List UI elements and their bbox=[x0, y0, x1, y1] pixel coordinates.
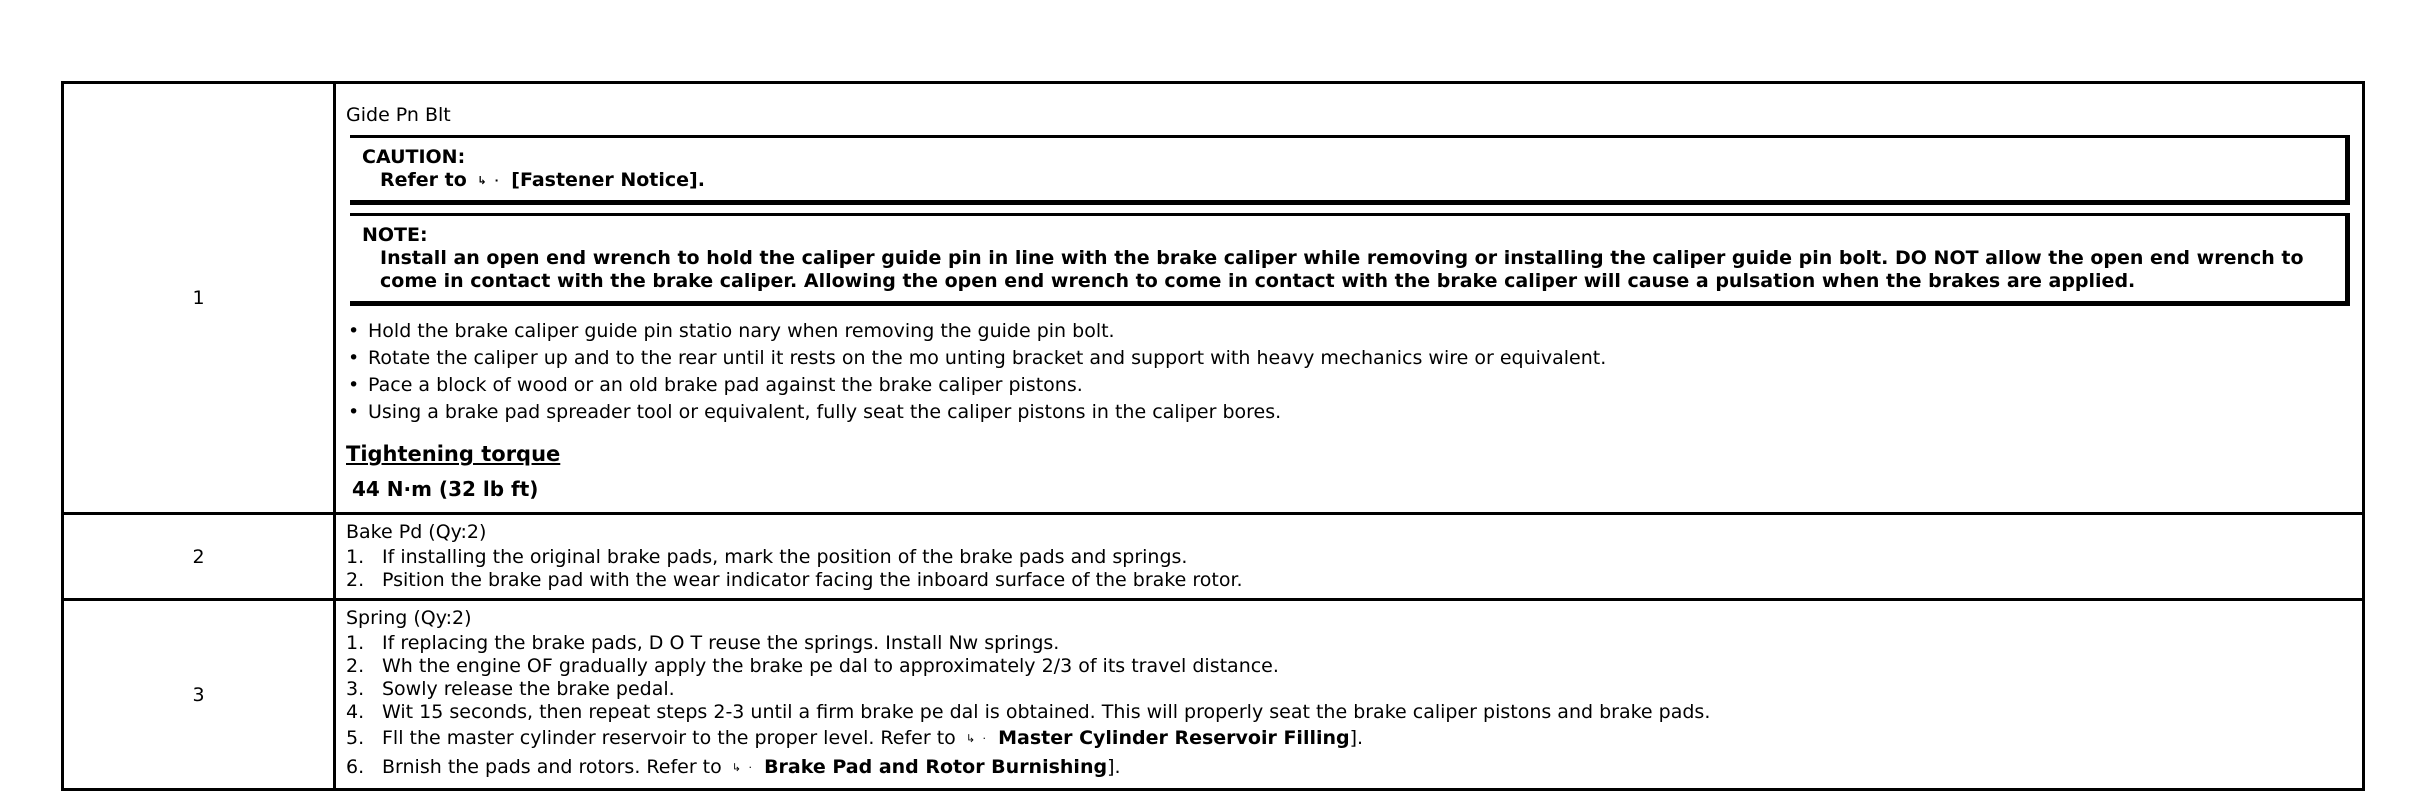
list-item: • Using a brake pad spreader tool or equivalent, fully seat the caliper pistons in the caliper bores. bbox=[348, 401, 1282, 423]
note-text: Install an open end wrench to hold the caliper guide pin in line with the brake caliper while removing or installing the caliper guide pin bolt. DO NOT allow the open end wrench to come in contact with the brake caliper. Allowing the open end wrench to come in contact with the brake caliper will cause a pulsation when the brakes are applied. bbox=[380, 247, 2304, 292]
list-item: 1. If installing the original brake pads, mark the position of the brake pads and springs. bbox=[346, 546, 1188, 568]
row-number: 1 bbox=[63, 83, 335, 514]
note-box bbox=[350, 213, 2350, 306]
list-item: • Rotate the caliper up and to the rear until it rests on the mo unting bracket and support with heavy mechanics wire or equivalent. bbox=[348, 347, 1607, 369]
list-item: 4. Wit 15 seconds, then repeat steps 2-3 until a firm brake pe dal is obtained. This will properly seat the brake caliper pistons and brake pads. bbox=[346, 701, 1711, 723]
torque-value: 44 N·m (32 lb ft) bbox=[352, 477, 539, 501]
list-item: 2. Psition the brake pad with the wear indicator facing the inboard surface of the brake rotor. bbox=[346, 569, 1243, 591]
list-item: 1. If replacing the brake pads, D O T reuse the springs. Install Nw springs. bbox=[346, 632, 1060, 654]
note-label: NOTE: bbox=[362, 224, 428, 246]
procedure-table bbox=[61, 81, 2365, 791]
caution-box bbox=[350, 135, 2350, 205]
step-list bbox=[346, 632, 2354, 782]
reference-link-icon: ↳ · bbox=[965, 732, 989, 745]
instruction-list bbox=[346, 318, 2354, 426]
step-list bbox=[346, 546, 2354, 592]
row-number: 3 bbox=[63, 600, 335, 790]
torque-heading: Tightening torque bbox=[346, 442, 561, 466]
caution-text: Refer to bbox=[380, 169, 467, 191]
list-item: 5. Fll the master cylinder reservoir to the proper level. Refer to ↳ · Master Cylinder Reservoir Filling]. bbox=[346, 724, 2354, 753]
table-row bbox=[63, 83, 2364, 514]
component-title: Bake Pd (Qy:2) bbox=[346, 521, 487, 543]
list-item: 2. Wh the engine OF gradually apply the brake pe dal to approximately 2/3 of its travel distance. bbox=[346, 655, 1279, 677]
list-item: • Hold the brake caliper guide pin statio nary when removing the guide pin bolt. bbox=[348, 320, 1115, 342]
caution-label: CAUTION: bbox=[362, 146, 466, 168]
table-row bbox=[63, 514, 2364, 600]
row-content bbox=[335, 83, 2364, 514]
fastener-notice-link[interactable]: [Fastener Notice]. bbox=[511, 169, 705, 191]
component-title: Gide Pn Blt bbox=[346, 104, 451, 126]
row-number: 2 bbox=[63, 514, 335, 600]
row-content bbox=[335, 514, 2364, 600]
list-item: • Pace a block of wood or an old brake pad against the brake caliper pistons. bbox=[348, 374, 1083, 396]
reference-link-icon: ↳ · bbox=[731, 761, 755, 774]
burnishing-link[interactable]: Brake Pad and Rotor Burnishing bbox=[764, 756, 1108, 778]
list-item: 3. Sowly release the brake pedal. bbox=[346, 678, 675, 700]
reference-link-icon: ↳ · bbox=[477, 174, 501, 187]
reservoir-filling-link[interactable]: Master Cylinder Reservoir Filling bbox=[998, 727, 1350, 749]
table-row bbox=[63, 600, 2364, 790]
list-item: 6. Brnish the pads and rotors. Refer to ↳ · Brake Pad and Rotor Burnishing]. bbox=[346, 753, 2354, 782]
component-title: Spring (Qy:2) bbox=[346, 607, 472, 629]
row-content bbox=[335, 600, 2364, 790]
